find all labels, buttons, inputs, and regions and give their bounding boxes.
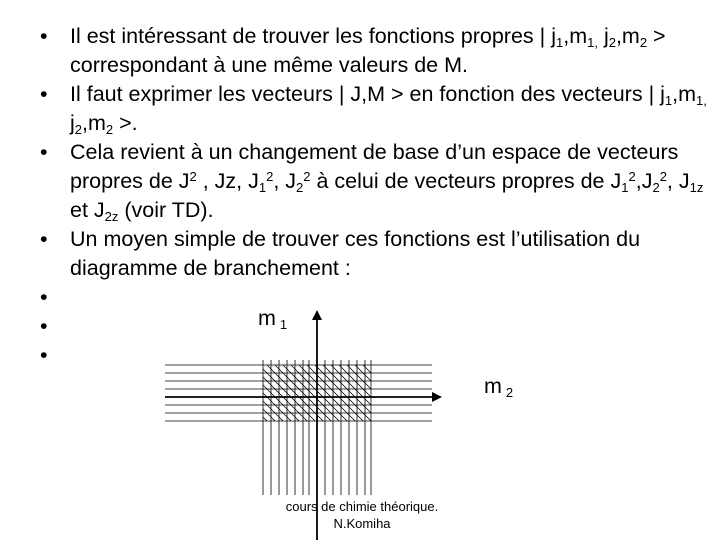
bullet-text-segment: ,m: [82, 111, 106, 135]
bullet-text-segment: ,J: [635, 169, 653, 193]
bullet-marker: •: [40, 314, 48, 338]
hatch-diagonal-line: [263, 377, 307, 421]
bullet-text-segment: et J: [70, 198, 105, 222]
bullet-text-segment: > correspondant à une même valeurs de M.: [70, 24, 666, 77]
hatch-diagonal-line: [363, 365, 371, 373]
bullet-text-segment: ,m: [563, 24, 588, 48]
bullet-text-segment: 1: [664, 93, 673, 108]
bullet-text-segment: (voir TD).: [118, 198, 214, 222]
hatch-diagonal-line: [263, 385, 299, 421]
bullet-text-segment: 2z: [104, 209, 119, 224]
bullet-text-segment: à celui de vecteurs propres de J: [310, 169, 622, 193]
bullet-text-segment: 1: [556, 35, 564, 50]
bullet-marker: •: [40, 24, 48, 48]
footer-line-course: cours de chimie théorique.: [285, 499, 439, 514]
bullet-text-segment: , J: [273, 169, 297, 193]
bullet-text-segment: , Jz, J: [196, 169, 259, 193]
bullet-text-segment: Cela revient à un changement de base d’un espace de vecteurs propres de J: [70, 140, 679, 193]
bullet-text-segment: ,m: [615, 24, 640, 48]
bullet-text-segment: 2: [652, 180, 660, 195]
bullet-text-segment: Un moyen simple de trouver ces fonctions est l’utilisation du diagramme de branchement :: [70, 227, 641, 280]
bullet-text-segment: 2: [189, 169, 197, 184]
bullet-text-segment: 2: [303, 169, 311, 184]
hatch-diagonal-line: [263, 417, 267, 421]
bullet-text-segment: 1: [621, 180, 629, 195]
bullet-text-segment: 1: [258, 180, 267, 195]
bullet-text-segment: | j: [539, 24, 556, 48]
bullet-text-segment: ,m: [672, 82, 697, 106]
bullet-text-segment: 2: [74, 122, 83, 137]
bullet-marker: •: [40, 343, 48, 367]
bullet-text-segment: 2: [266, 169, 274, 184]
m1-arrowhead-icon: [312, 310, 322, 320]
bullet-text-segment: 2: [105, 122, 114, 137]
bullet-text-segment: >.: [113, 111, 138, 135]
bullet-text-segment: 1z: [689, 180, 704, 195]
footer-credit: [262, 498, 462, 532]
bullet-marker: •: [40, 82, 48, 106]
bullet-text-segment: 2: [296, 180, 304, 195]
hatch-diagonal-line: [263, 401, 283, 421]
bullet-text-segment: 2: [659, 169, 667, 184]
footer-line-author: N.Komiha: [333, 516, 391, 531]
bullet-marker: •: [40, 227, 48, 251]
bullet-marker: •: [40, 140, 48, 164]
bullet-text-segment: j: [597, 24, 609, 48]
bullet-text-segment: 2: [639, 35, 648, 50]
m2-arrowhead-icon: [432, 392, 442, 402]
bullet-text-segment: 1,: [587, 35, 598, 50]
m1-axis-label: m $_1$: [258, 306, 288, 332]
m2-axis-label: m $_2$: [484, 374, 514, 400]
bullet-text-segment: 2: [608, 35, 616, 50]
bullet-marker: •: [40, 285, 48, 309]
bullet-text-segment: j: [70, 111, 75, 135]
bullet-text-segment: Il est intéressant de trouver les fonctions propres: [70, 24, 540, 48]
bullet-text-segment: , J: [666, 169, 690, 193]
bullet-text-segment: Il faut exprimer les vecteurs | J,M > en fonction des vecteurs | j: [70, 82, 665, 106]
bullet-text-segment: 2: [628, 169, 636, 184]
bullet-text-segment: 1,: [696, 93, 707, 108]
